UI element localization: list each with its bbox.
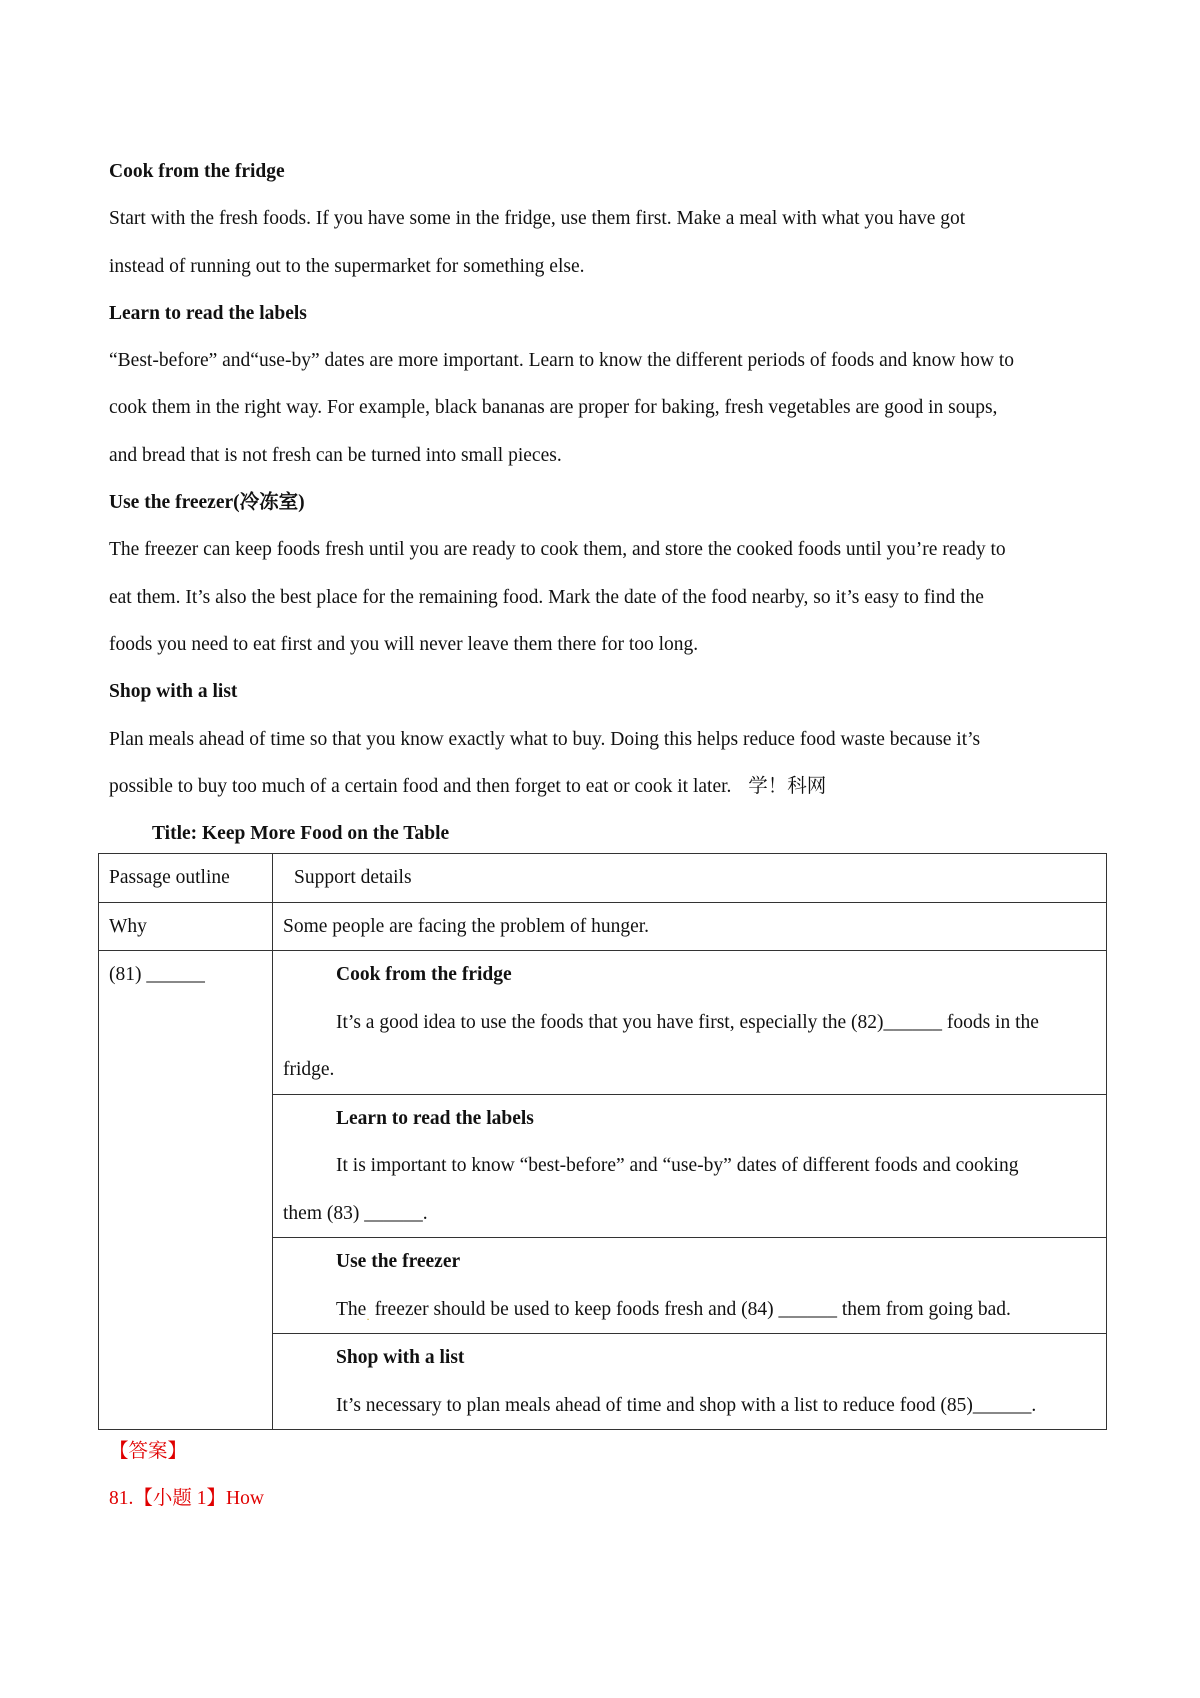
paragraph-line: The freezer can keep foods fresh until you are ready to cook them, and store the cooked foods until you’re ready to bbox=[109, 539, 1006, 561]
detail-heading: Use the freezer bbox=[336, 1251, 461, 1272]
detail-heading: Cook from the fridge bbox=[336, 964, 512, 985]
table-header-cell: Passage outline bbox=[99, 854, 273, 903]
paragraph-line: Start with the fresh foods. If you have some in the fridge, use them first. Make a meal with what you have got bbox=[109, 208, 966, 230]
outline-table bbox=[98, 853, 1107, 1430]
table-row bbox=[99, 902, 1107, 951]
table-cell-detail bbox=[273, 1334, 1107, 1430]
answer-label: 【答案】 bbox=[109, 1441, 188, 1462]
detail-text: It’s necessary to plan meals ahead of time and shop with a list to reduce food (85)______. bbox=[336, 1394, 1037, 1416]
passage bbox=[109, 148, 1109, 857]
table-row bbox=[99, 951, 1107, 1095]
section-heading-cook-from-fridge: Cook from the fridge bbox=[109, 161, 285, 182]
table-cell-detail bbox=[273, 1094, 1107, 1238]
paragraph-line: Plan meals ahead of time so that you know exactly what to buy. Doing this helps reduce food waste because it’s bbox=[109, 728, 981, 750]
paragraph-line: instead of running out to the supermarket for something else. bbox=[109, 255, 585, 277]
paragraph-line: eat them. It’s also the best place for the remaining food. Mark the date of the food nearby, so it’s easy to find the bbox=[109, 586, 984, 608]
detail-heading: Shop with a list bbox=[336, 1347, 465, 1368]
detail-text: It’s a good idea to use the foods that you have first, especially the (82)______ foods in the bbox=[336, 1011, 1039, 1033]
detail-text: fridge. bbox=[283, 1059, 335, 1080]
section-heading-use-freezer: Use the freezer(冷冻室) bbox=[109, 492, 305, 514]
small-mark-icon: ․ bbox=[366, 1311, 370, 1323]
table-cell-why-detail: Some people are facing the problem of hunger. bbox=[273, 902, 1107, 951]
paragraph-line bbox=[109, 763, 1109, 810]
table-cell-why: Why bbox=[99, 902, 273, 951]
table-header-cell: Support details bbox=[273, 854, 1107, 903]
detail-text: It is important to know “best-before” and “use-by” dates of different foods and cooking bbox=[336, 1155, 1019, 1176]
detail-text: them (83) ______. bbox=[283, 1202, 428, 1224]
table-header-row bbox=[99, 854, 1107, 903]
table-title: Title: Keep More Food on the Table bbox=[152, 823, 450, 845]
answer-q81: 81.【小题 1】How bbox=[109, 1488, 264, 1510]
table-cell-how: (81) ______ bbox=[99, 951, 273, 1430]
detail-heading: Learn to read the labels bbox=[336, 1107, 534, 1129]
paragraph-line: foods you need to eat first and you will never leave them there for too long. bbox=[109, 633, 699, 655]
detail-text: The$_․$ freezer should be used to keep foods fresh and (84) ______ them from going bad. bbox=[336, 1298, 1011, 1323]
paragraph-text: possible to buy too much of a certain food and then forget to eat or cook it later. bbox=[109, 775, 732, 797]
table-cell-detail bbox=[273, 951, 1107, 1095]
paragraph-line: and bread that is not fresh can be turned into small pieces. bbox=[109, 444, 562, 466]
table-cell-detail bbox=[273, 1238, 1107, 1334]
paragraph-line: cook them in the right way. For example, black bananas are proper for baking, fresh vegetables are good in soups, bbox=[109, 397, 998, 419]
section-heading-read-labels: Learn to read the labels bbox=[109, 302, 307, 324]
section-heading-shop-with-list: Shop with a list bbox=[109, 681, 238, 703]
paragraph-line: “Best-before” and“use-by” dates are more important. Learn to know the different periods of foods and know how to bbox=[109, 350, 1015, 372]
watermark-text: 学！科网 bbox=[748, 775, 827, 797]
answer-section bbox=[109, 1428, 264, 1523]
